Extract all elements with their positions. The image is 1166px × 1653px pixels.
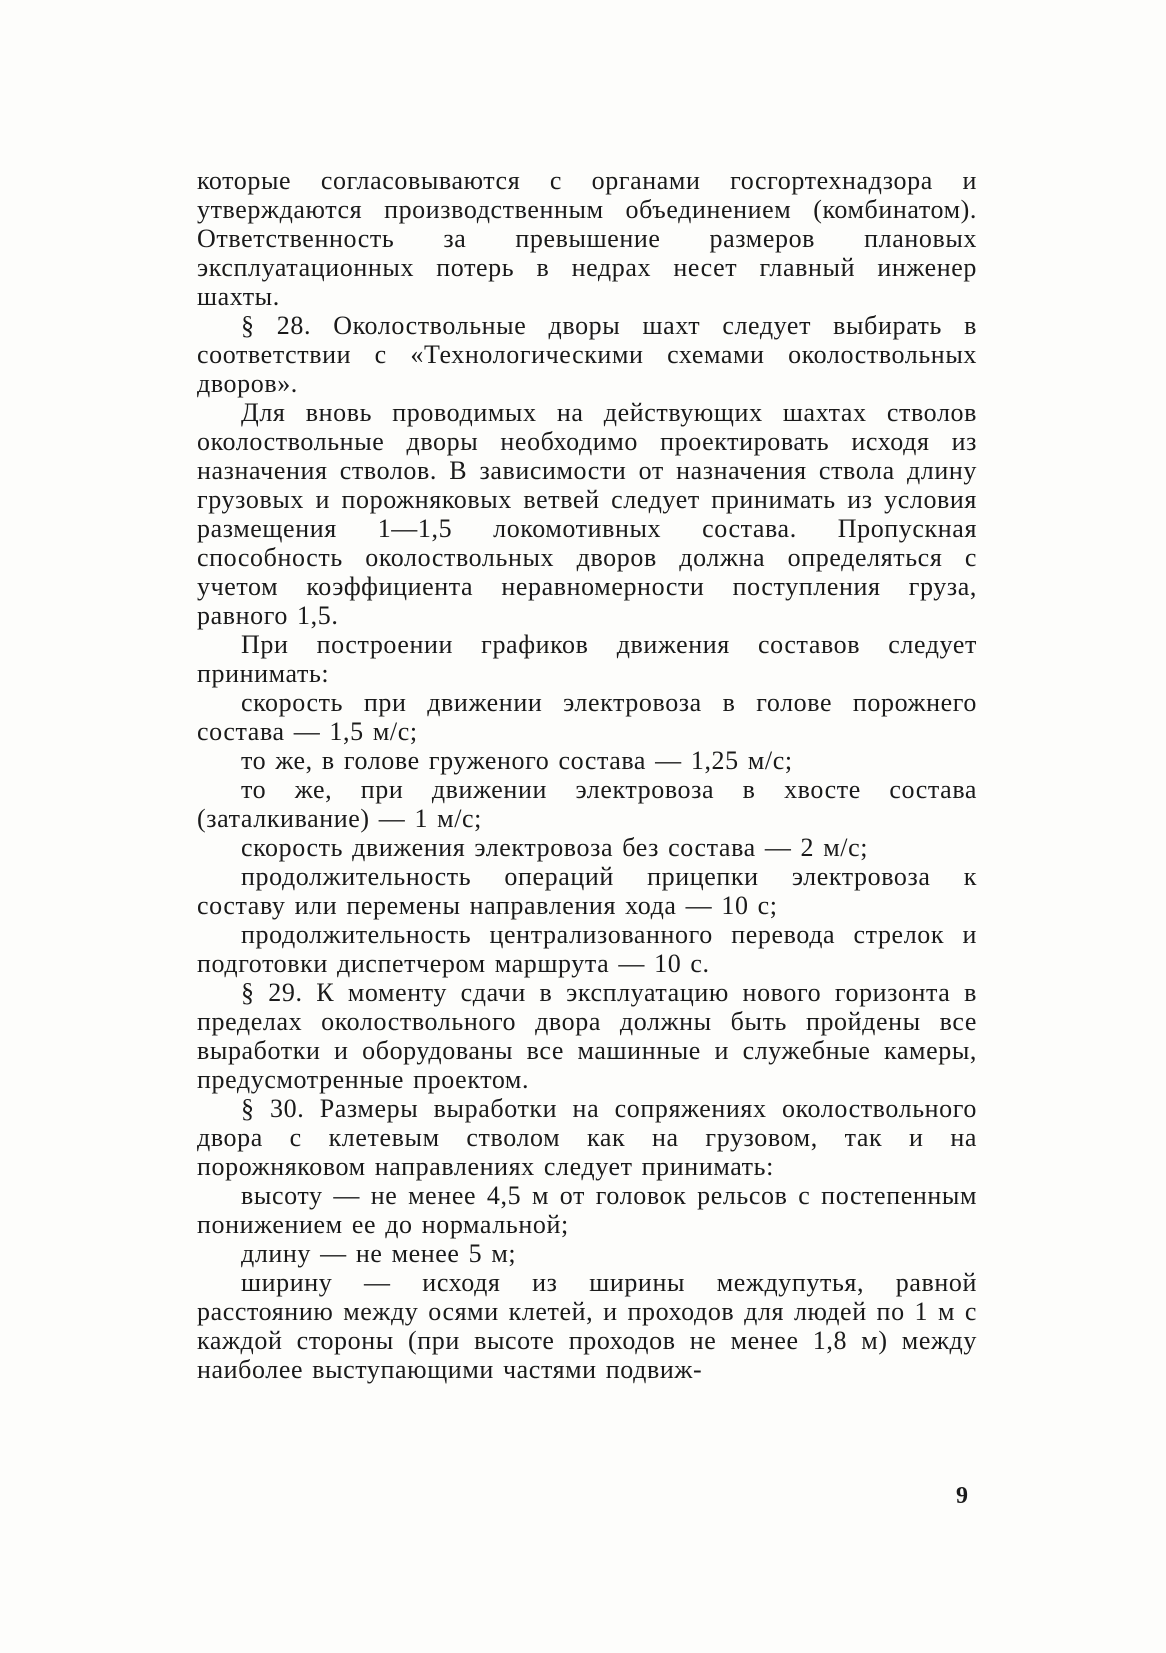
list-item-width: ширину — исходя из ширины междупутья, равной расстоянию между осями клетей, и проходов для людей по 1 м с каждой стороны (при высоте проходов не менее 1,8 м) между наиболее выступающими частями подвиж-: [197, 1268, 977, 1384]
paragraph-continuation: которые согласовываются с органами госгортехнадзора и утверждаются производственным объединением (комбинатом). Ответственность за превышение размеров плановых эксплуатационных потерь в недрах несет главный инженер шахты.: [197, 166, 977, 311]
list-item-switch-duration: продолжительность централизованного перевода стрелок и подготовки диспетчером маршрута — 10 с.: [197, 920, 977, 978]
list-item-height: высоту — не менее 4,5 м от головок рельсов с постепенным понижением ее до нормальной;: [197, 1181, 977, 1239]
paragraph-section-30: § 30. Размеры выработки на сопряжениях околоствольного двора с клетевым стволом как на грузовом, так и на порожняковом направлениях следует принимать:: [197, 1094, 977, 1181]
paragraph-new-shafts: Для вновь проводимых на действующих шахтах стволов околоствольные дворы необходимо проектировать исходя из назначения стволов. В зависимости от назначения ствола длину грузовых и порожняковых ветвей следует принимать из условия размещения 1—1,5 локомотивных состава. Пропускная способность околоствольных дворов должна определяться с учетом коэффициента неравномерности поступления груза, равного 1,5.: [197, 398, 977, 630]
list-item-speed-loaded: то же, в голове груженого состава — 1,25 м/с;: [241, 746, 793, 775]
list-item-speed-pushing: то же, при движении электровоза в хвосте состава (заталкивание) — 1 м/с;: [197, 775, 977, 833]
list-item-length: длину — не менее 5 м;: [241, 1239, 517, 1268]
list-item-coupling-duration: продолжительность операций прицепки электровоза к составу или перемены направления хода — 10 с;: [197, 862, 977, 920]
list-item-speed-no-train: скорость движения электровоза без состава — 2 м/с;: [241, 833, 869, 862]
paragraph-schedules-intro: При построении графиков движения составов следует принимать:: [197, 630, 977, 688]
paragraph-section-29: § 29. К моменту сдачи в эксплуатацию нового горизонта в пределах околоствольного двора должны быть пройдены все выработки и оборудованы все машинные и служебные камеры, предусмотренные проектом.: [197, 978, 977, 1094]
list-item-speed-empty: скорость при движении электровоза в голове порожнего состава — 1,5 м/с;: [197, 688, 977, 746]
paragraph-section-28: § 28. Околоствольные дворы шахт следует выбирать в соответствии с «Технологическими схемами околоствольных дворов».: [197, 311, 977, 398]
page-number: 9: [956, 1483, 968, 1509]
body-text: [197, 166, 977, 1384]
